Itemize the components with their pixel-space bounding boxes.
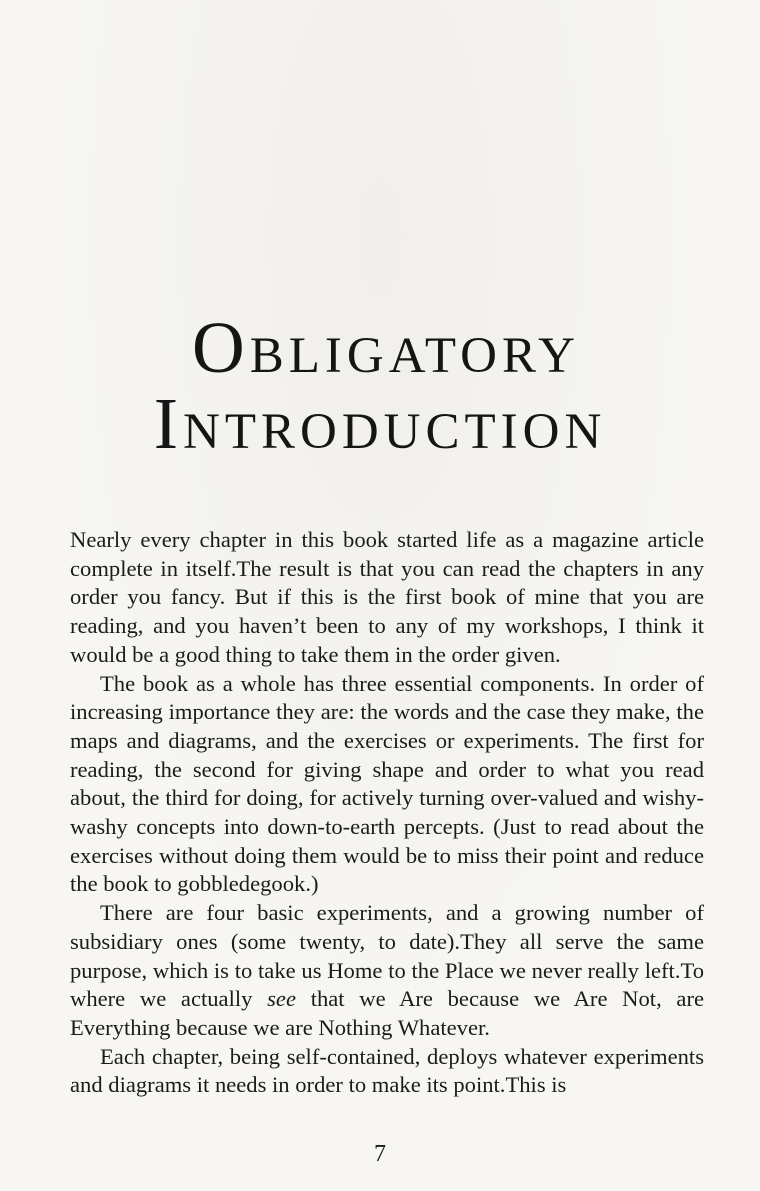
paragraph-2: The book as a whole has three essential components. In order of increasing importance they are: the words and the case they make, the maps and diagrams, and the exercises or experiments. The first for reading, the second for giving shape and order to what you read about, the third for doing, for actively turning over-valued and wishy-washy concepts into down-to-earth percepts. (Just to read about the exercises without doing them would be to miss their point and reduce the book to gobbledegook.) — [70, 670, 704, 897]
chapter-title — [0, 307, 760, 464]
chapter-title-line-2: Introduction — [153, 383, 607, 464]
chapter-body — [70, 526, 704, 1100]
paragraph-3-text-before: There are four basic experiments, and a growing number of subsidiary ones (some twenty, to date).They all serve the same purpose, which is to take us Home to the Place we never really left.To where we actually — [70, 900, 704, 1012]
chapter-title-line-1: Obligatory — [192, 307, 580, 388]
paragraph-3-text-after: that we Are because we Are Not, are Everything because we are Nothing Whatever. — [70, 986, 704, 1040]
paragraph-1: Nearly every chapter in this book started life as a magazine article complete in itself.The result is that you can read the chapters in any order you fancy. But if this is the first book of mine that you are reading, and you haven’t been to any of my workshops, I think it would be a good thing to take them in the order given. — [70, 527, 704, 667]
page-number: 7 — [374, 1141, 386, 1167]
paragraph-3-emphasis: see — [267, 986, 296, 1012]
paragraph-4: Each chapter, being self-contained, deploys whatever experiments and diagrams it needs in order to make its point.This is — [70, 1043, 704, 1098]
paragraph-3 — [70, 899, 704, 1043]
